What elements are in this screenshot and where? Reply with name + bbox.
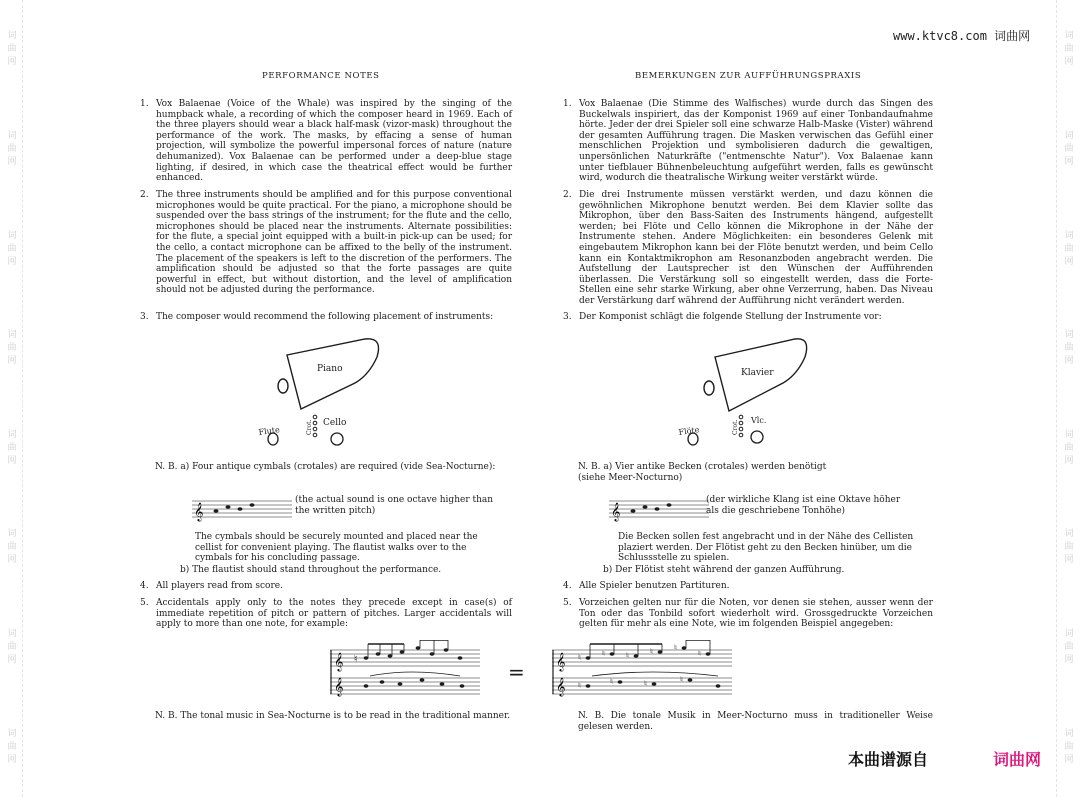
watermark-text: 词曲网: [5, 30, 16, 70]
item-number: 4.: [563, 581, 572, 591]
svg-text:𝄞: 𝄞: [611, 502, 621, 521]
svg-text:♮: ♮: [602, 649, 605, 658]
english-item-3: [140, 312, 512, 323]
piano-label: Piano: [317, 364, 343, 374]
watermark-text: 词曲网: [5, 528, 16, 568]
svg-text:𝄞: 𝄞: [334, 677, 344, 696]
watermark-text: 词曲网: [1062, 30, 1073, 70]
item-text: The three instruments should be amplified and for this purpose conventional microphones would be quite practical. For the piano, a microphone should be suspended over the bass strings of the instrument; for the flute and the cello, microphones should be placed near the instruments. Alternate possibilities: for the flute, a special joint equipped with a built-in pick-up can be used; for the cello, a contact microphone can be affixed to the belly of the instrument. The placement of the speakers is left to the discretion of the performers. The amplification should be adjusted so that the forte passages are quite powerful in effect, but without distortion, and the level of amplification should not be adjusted during the performance.: [156, 190, 512, 296]
svg-text:𝄞: 𝄞: [556, 677, 566, 696]
item-text: Alle Spieler benutzen Partituren.: [579, 581, 730, 591]
english-item-4: [140, 581, 512, 592]
watermark-text: 词曲网: [5, 727, 16, 767]
watermark-text: 词曲网: [1062, 229, 1073, 269]
german-cymbals-text: Die Becken sollen fest angebracht und in der Nähe des Cellisten plaziert werden. Der Flötist geht zu den Becken hinüber, um die Schlussstelle zu spielen.: [618, 532, 914, 564]
svg-text:♮: ♮: [680, 675, 683, 684]
item-text: Der Komponist schlägt die folgende Stellung der Instrumente vor:: [579, 312, 882, 322]
watermark-text: 词曲网: [1062, 628, 1073, 668]
equals-sign: =: [508, 660, 525, 684]
german-item-3: [563, 312, 933, 323]
watermark-text: 词曲网: [1062, 329, 1073, 369]
german-octave-note: (der wirkliche Klang ist eine Oktave höher als die geschriebene Tonhöhe): [706, 495, 901, 516]
svg-text:♮: ♮: [674, 643, 677, 652]
footer-site-logo[interactable]: 词曲网: [993, 750, 1042, 769]
english-cymbals-text: The cymbals should be securely mounted and placed near the cellist for convenient playing. The flautist walks over to the cymbals for his concluding passage.: [195, 532, 478, 564]
flute-label: Flute: [258, 425, 281, 437]
right-watermark-strip: [1056, 0, 1079, 797]
item-text: N. B. Die tonale Musik in Meer-Nocturno muss in traditioneller Weise gelesen werden.: [578, 711, 933, 732]
english-octave-note: (the actual sound is one octave higher than the written pitch): [295, 495, 494, 516]
item-text: All players read from score.: [156, 581, 283, 591]
item-text: Vorzeichen gelten nur für die Noten, vor denen sie stehen, ausser wenn der Ton oder das Tonbild sofort wiederholt wird. Grossgedruckte Vorzeichen gelten für mehr als eine Note, wie im folgenden Beispiel angegeben:: [579, 598, 933, 630]
german-item-5: [563, 598, 933, 630]
svg-text:♮: ♮: [650, 647, 653, 656]
english-crotales-staff: [192, 493, 292, 523]
crot-label: Crot.: [306, 419, 313, 435]
german-item-4: [563, 581, 933, 592]
english-item-1: [140, 99, 512, 184]
svg-text:♮: ♮: [578, 653, 581, 662]
item-text: The composer would recommend the following placement of instruments:: [156, 312, 494, 322]
english-heading: PERFORMANCE NOTES: [262, 71, 380, 81]
watermark-text: 词曲网: [1062, 528, 1073, 568]
german-item-1: [563, 99, 933, 184]
svg-text:𝄞: 𝄞: [334, 652, 344, 671]
watermark-text: 词曲网: [5, 129, 16, 169]
site-name: 词曲网: [994, 29, 1031, 43]
svg-text:𝄞: 𝄞: [194, 502, 204, 521]
item-text: N. B. The tonal music in Sea-Nocturne is to be read in the traditional manner.: [155, 711, 511, 721]
watermark-text: 词曲网: [1062, 428, 1073, 468]
item-number: 2.: [140, 190, 149, 200]
music-example-right: [552, 640, 732, 704]
watermark-text: 词曲网: [5, 428, 16, 468]
cello-label: Vlc.: [751, 416, 767, 425]
crot-label: Crot.: [732, 419, 739, 435]
item-number: 3.: [563, 312, 572, 322]
cello-label: Cello: [323, 418, 347, 428]
german-placement-diagram: [678, 335, 925, 455]
watermark-text: 词曲网: [1062, 129, 1073, 169]
watermark-text: 词曲网: [5, 628, 16, 668]
item-number: 3.: [140, 312, 149, 322]
item-text: Die drei Instrumente müssen verstärkt werden, und dazu können die gewöhnlichen Mikrophone benutzt werden. Bei dem Klavier sollte das Mikrophon, über den Bass-Saiten des Instruments hängend, aufgestellt werden; bei Flöte und Cello können die Mikrophone in der Nähe der Instrumente stehen. Andere Möglichkeiten: ein besonderes Gelenk mit eingebautem Mikrophon kann bei der Flöte benutzt werden, und beim Cello kann ein Kontaktmikrophon am Resonanzboden angebracht werden. Die Aufstellung der Lautsprecher ist den Wünschen der Aufführenden überlassen. Die Verstärkung soll so eingestellt werden, dass die Forte-Stellen eine sehr starke Wirkung, aber ohne Verzerrung, haben. Das Niveau der Verstärkung darf während der Aufführung nicht verändert werden.: [579, 190, 933, 306]
english-item-2: [140, 190, 512, 296]
svg-text:♮: ♮: [610, 677, 613, 686]
left-watermark-strip: [0, 0, 23, 797]
german-item-2: [563, 190, 933, 307]
svg-text:♮: ♮: [354, 654, 358, 665]
item-number: 4.: [140, 581, 149, 591]
svg-text:♮: ♮: [626, 651, 629, 660]
item-number: 1.: [563, 99, 572, 109]
watermark-text: 词曲网: [5, 229, 16, 269]
item-text: Vox Balaenae (Die Stimme des Walfisches) wurde durch das Singen des Buckelwals inspiriert, das der Komponist 1969 auf einer Tonbandaufnahme hörte. Jeder der drei Spieler soll eine schwarze Halb-Maske (Vister) während der gesamten Aufführung tragen. Die Masken verwischen das Gefühl einer menschlichen Projektion und symbolisieren dadurch die gewaltigen, unpersönlichen Naturkräfte ("entmenschte Natur"). Vox Balaenae kann unter tiefblauer Bühnenbeleuchtung aufgeführt werden, falls es gewünscht wird, wodurch die theatralische Wirkung weiter verstärkt würde.: [579, 99, 933, 184]
item-number: 5.: [140, 598, 149, 608]
item-number: 5.: [563, 598, 572, 608]
svg-text:♮: ♮: [644, 679, 647, 688]
english-nb-b: b) The flautist should stand throughout the performance.: [180, 565, 442, 575]
svg-text:♮: ♮: [578, 681, 581, 690]
watermark-text: 词曲网: [5, 329, 16, 369]
svg-text:𝄞: 𝄞: [556, 652, 566, 671]
piano-label: Klavier: [741, 368, 774, 378]
german-crotales-staff: [609, 493, 709, 523]
german-nb-a: N. B. a) Vier antike Becken (crotales) werden benötigt (siehe Meer-Nocturno): [578, 462, 827, 483]
english-nb-a: N. B. a) Four antique cymbals (crotales) are required (vide Sea-Nocturne):: [155, 462, 496, 472]
site-url[interactable]: www.ktvc8.com: [893, 29, 987, 43]
english-nb-tonal: [140, 711, 512, 722]
english-item-5: [140, 598, 512, 630]
german-nb-tonal: [563, 711, 933, 732]
german-nb-b: b) Der Flötist steht während der ganzen Aufführung.: [603, 565, 845, 575]
item-text: Vox Balaenae (Voice of the Whale) was inspired by the singing of the humpback whale, a recording of which the composer heard in 1969. Each of the three players should wear a black half-mask (vizor-mask) throughout the performance of the work. The masks, by effacing a sense of human projection, will symbolize the powerful impersonal forces of nature (nature dehumanized). Vox Balaenae can be performed under a deep-blue stage lighting, if desired, in which case the theatrical effect would be further enhanced.: [156, 99, 512, 184]
german-heading: BEMERKUNGEN ZUR AUFFÜHRUNGSPRAXIS: [635, 71, 862, 81]
svg-text:♮: ♮: [698, 649, 701, 658]
footer-source-text: 本曲谱源自: [848, 750, 929, 769]
site-header: [893, 27, 1030, 44]
item-number: 2.: [563, 190, 572, 200]
item-number: 1.: [140, 99, 149, 109]
watermark-text: 词曲网: [1062, 727, 1073, 767]
flute-label: Flöte: [678, 425, 700, 437]
music-example-left: [330, 640, 480, 704]
item-text: Accidentals apply only to the notes they precede except in case(s) of immediate repetition of pitch or pattern of pitches. Larger accidentals will apply to more than one note, for example:: [156, 598, 512, 630]
english-placement-diagram: [258, 335, 505, 455]
